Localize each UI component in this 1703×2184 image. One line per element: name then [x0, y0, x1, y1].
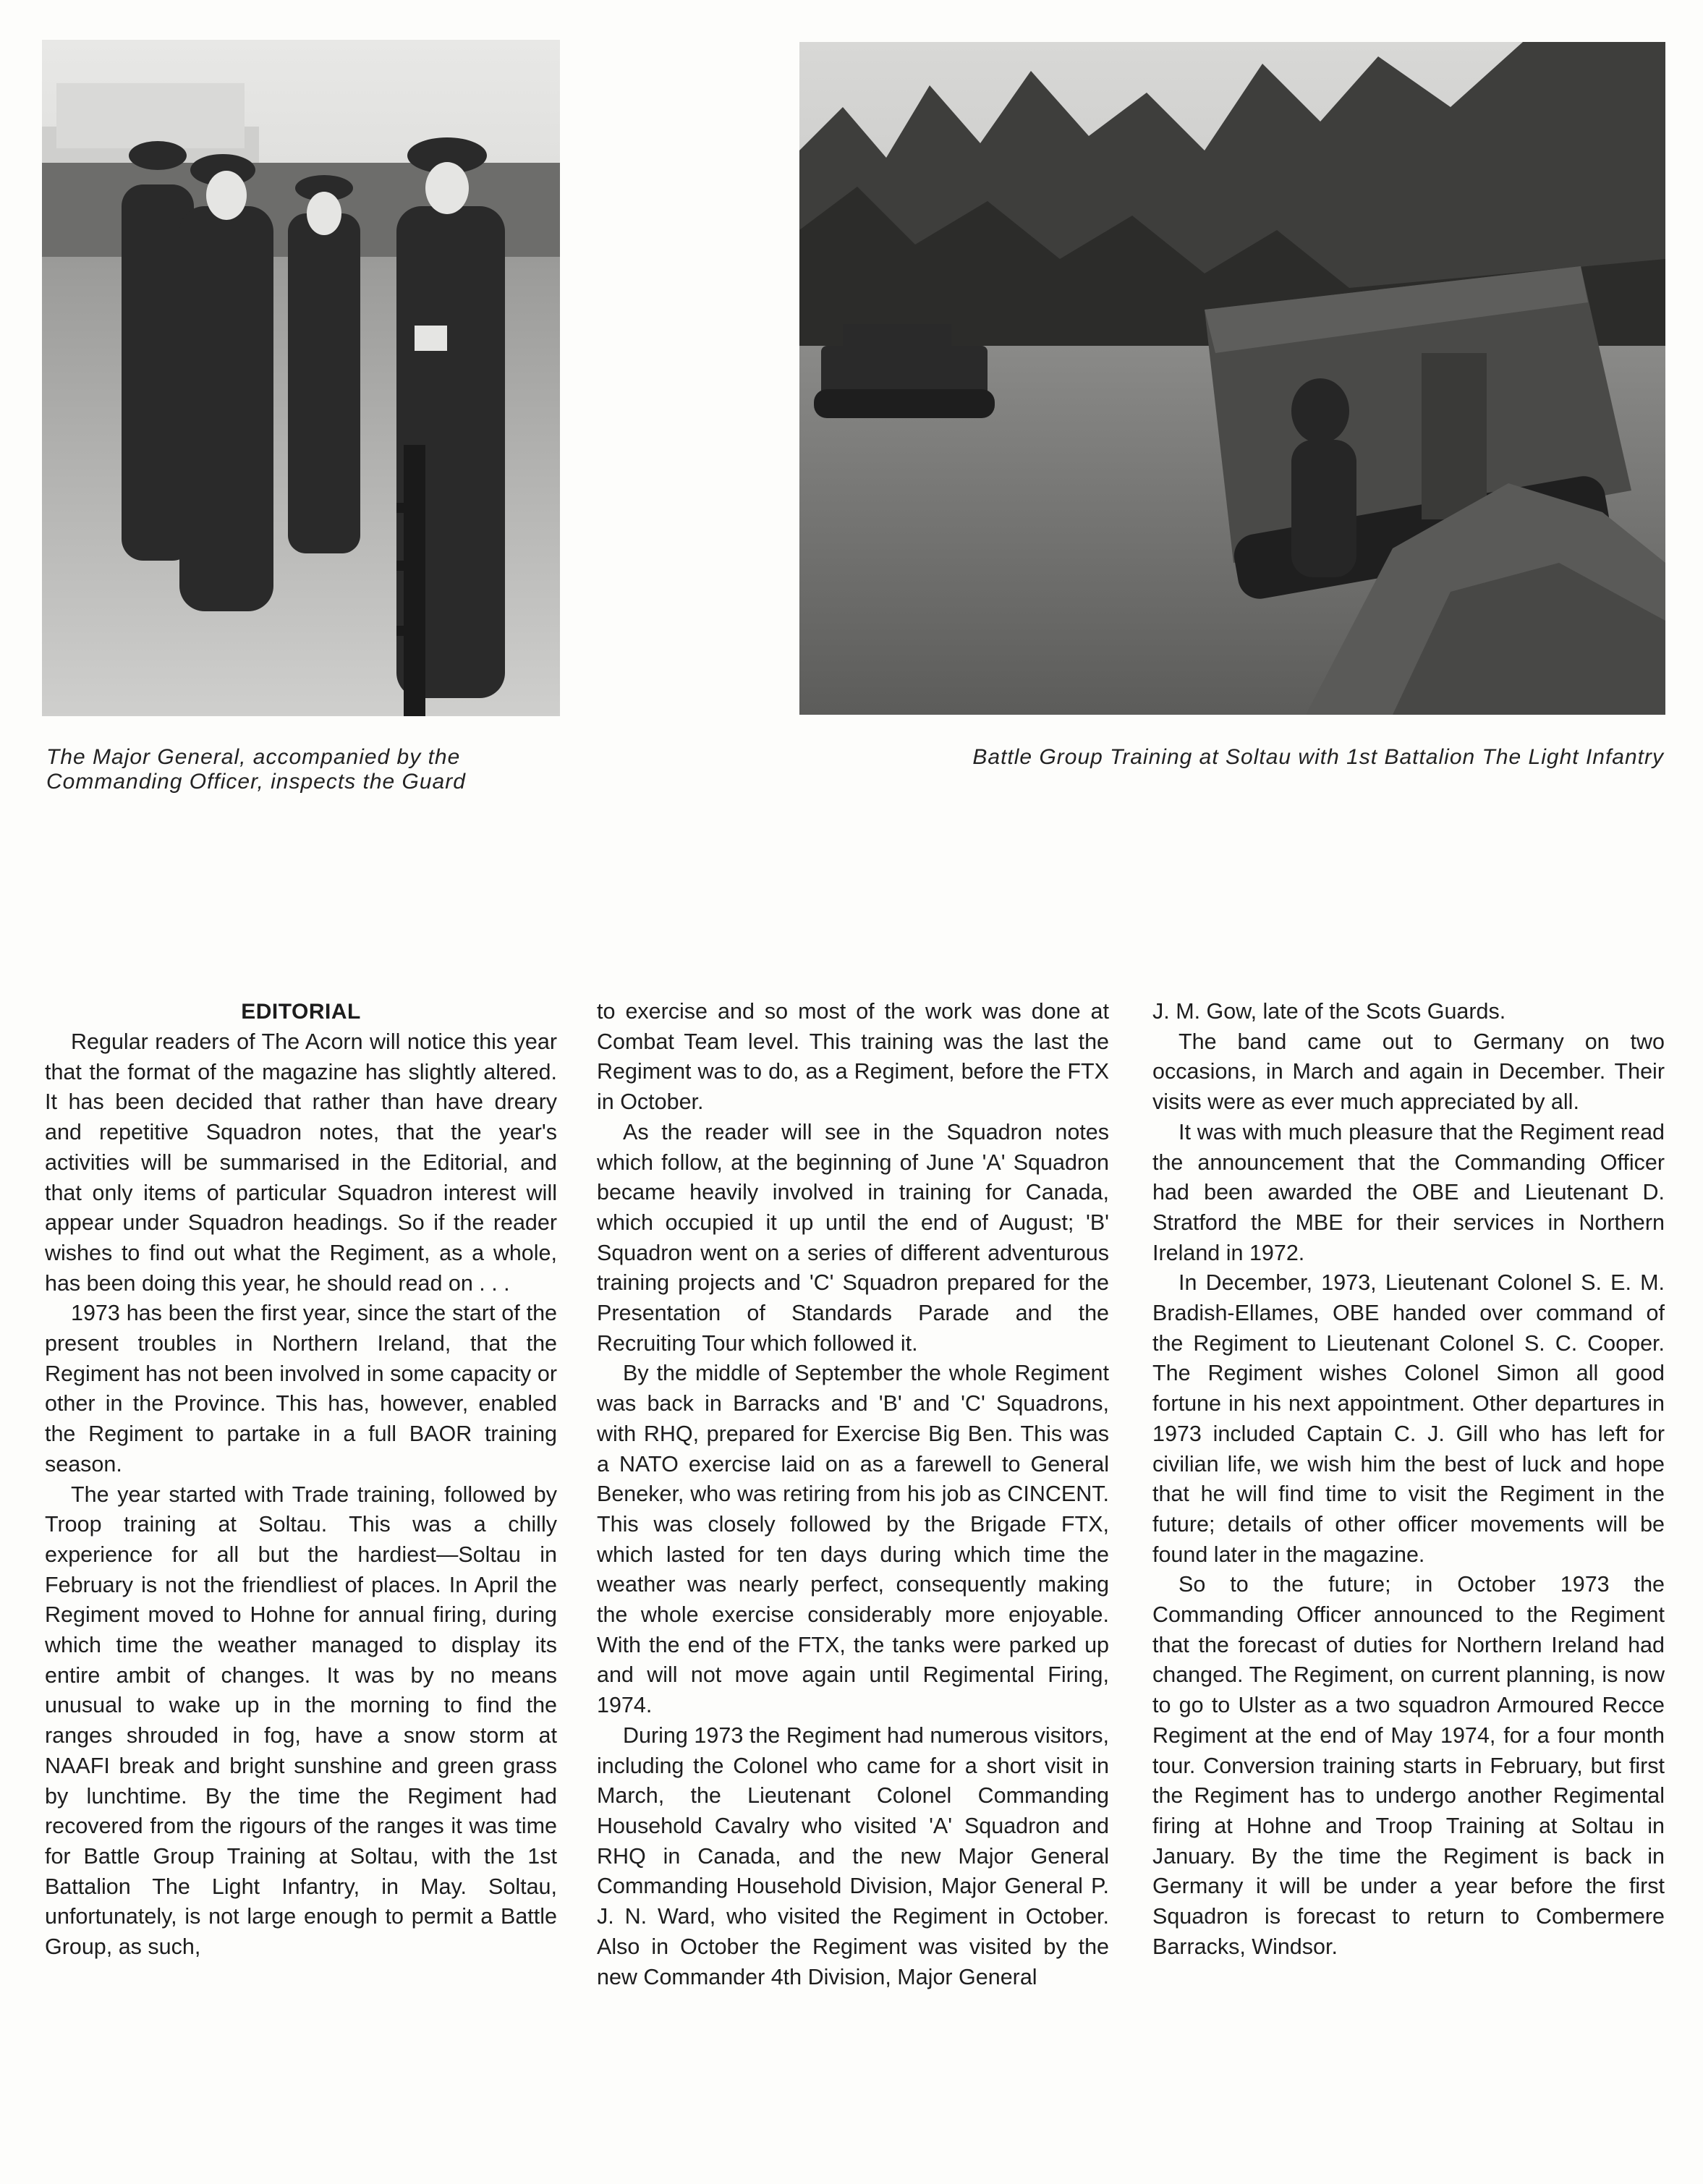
paragraph: So to the future; in October 1973 the Commanding Officer announced to the Regiment that the forecast of duties for Northern Ireland had changed. The Regiment, on current planning, is now to go to Ulster as a two squadron Armoured Recce Regiment at the end of May 1974, for a four month tour. Conversion training starts in February, but first the Regiment has to undergo another Regimental firing at Hohne and Troop Training at Soltau in January. By the time the Regiment is back in Germany it will be under a year before the first Squadron is forecast to return to Combermere Barracks, Windsor.: [1152, 1572, 1665, 1959]
editorial-column-3: [1152, 997, 1665, 1963]
editorial-column-1: [45, 997, 557, 1963]
paragraph: The year started with Trade training, followed by Troop training at Soltau. This was a chilly experience for all but the hardiest—Soltau in February is not the friendliest of places. In April the Regiment moved to Hohne for annual firing, during which time the weather managed to display its entire ambit of changes. It was by no means unusual to wake up in the morning to find the ranges shrouded in fog, have a snow storm at NAAFI break and bright sunshine and green grass by lunchtime. By the time the Regiment had recovered from the rigours of the ranges it was time for Battle Group Training at Soltau, with the 1st Battalion The Light Infantry, in May. Soltau, unfortunately, is not large enough to permit a Battle Group, as such,: [45, 1482, 557, 1960]
editorial-heading: EDITORIAL: [241, 1000, 361, 1024]
battle-group-training-image: [799, 42, 1665, 715]
paragraph: It was with much pleasure that the Regiment read the announcement that the Commanding Officer had been awarded the OBE and Lieutenant D. Stratford the MBE for their services in Northern Ireland in 1972.: [1152, 1119, 1665, 1265]
photo-guard-inspection: [42, 40, 560, 716]
paragraph-continuation: to exercise and so most of the work was done at Combat Team level. This training was the last the Regiment was to do, as a Regiment, before the FTX in October.: [597, 999, 1109, 1115]
paragraph: In December, 1973, Lieutenant Colonel S. E. M. Bradish-Ellames, OBE handed over command of the Regiment to Lieutenant Colonel S. C. Cooper. The Regiment wishes Colonel Simon all good fortune in his next appointment. Other departures in 1973 included Captain C. J. Gill who has left for civilian life, we wish him the best of luck and hope that he will find time to visit the Regiment in the future; details of other officer movements will be found later in the magazine.: [1152, 1270, 1665, 1567]
paragraph: Regular readers of The Acorn will notice this year that the format of the magazine has slightly altered. It has been decided that rather than have dreary and repetitive Squadron notes, that the year's activities will be summarised in the Editorial, and that only items of particular Squadron interest will appear under Squadron headings. So if the reader wishes to find out what the Regiment, as a whole, has been doing this year, he should read on . . .: [45, 1029, 557, 1296]
caption-guard-inspection: The Major General, accompanied by the Commanding Officer, inspects the Guard: [46, 745, 466, 794]
paragraph: As the reader will see in the Squadron notes which follow, at the beginning of June 'A' Squadron became heavily involved in training for Canada, which occupied it up until the end of August; 'B' Squadron went on a series of different adventurous training projects and 'C' Squadron prepared for the Presentation of Standards Parade and the Recruiting Tour which followed it.: [597, 1119, 1109, 1356]
editorial-column-2: [597, 997, 1109, 1992]
paragraph-continuation: J. M. Gow, late of the Scots Guards.: [1152, 999, 1506, 1024]
guard-inspection-image: [42, 40, 560, 716]
paragraph: 1973 has been the first year, since the start of the present troubles in Northern Ireland, that the Regiment has not been involved in some capacity or other in the Province. This has, however, enabled the Regiment to partake in a full BAOR training season.: [45, 1301, 557, 1476]
photo-battle-group-training: [799, 42, 1665, 715]
paragraph: By the middle of September the whole Regiment was back in Barracks and 'B' and 'C' Squadrons, with RHQ, prepared for Exercise Big Ben. This was a NATO exercise laid on as a farewell to General Beneker, who was retiring from his job as CINCENT. This was closely followed by the Brigade FTX, which lasted for ten days during which time the weather was nearly perfect, consequently making the whole exercise considerably more enjoyable. With the end of the FTX, the tanks were parked up and will not move again until Regimental Firing, 1974.: [597, 1361, 1109, 1718]
caption-battle-group-training: Battle Group Training at Soltau with 1st Battalion The Light Infantry: [972, 745, 1664, 769]
paragraph: During 1973 the Regiment had numerous visitors, including the Colonel who came for a short visit in March, the Lieutenant Colonel Commanding Household Cavalry who visited 'A' Squadron and RHQ in Canada, and the new Major General Commanding Household Division, Major General P. J. N. Ward, who visited the Regiment in October. Also in October the Regiment was visited by the new Commander 4th Division, Major General: [597, 1722, 1109, 1989]
paragraph: The band came out to Germany on two occasions, in March and again in December. Their visits were as ever much appreciated by all.: [1152, 1029, 1665, 1115]
